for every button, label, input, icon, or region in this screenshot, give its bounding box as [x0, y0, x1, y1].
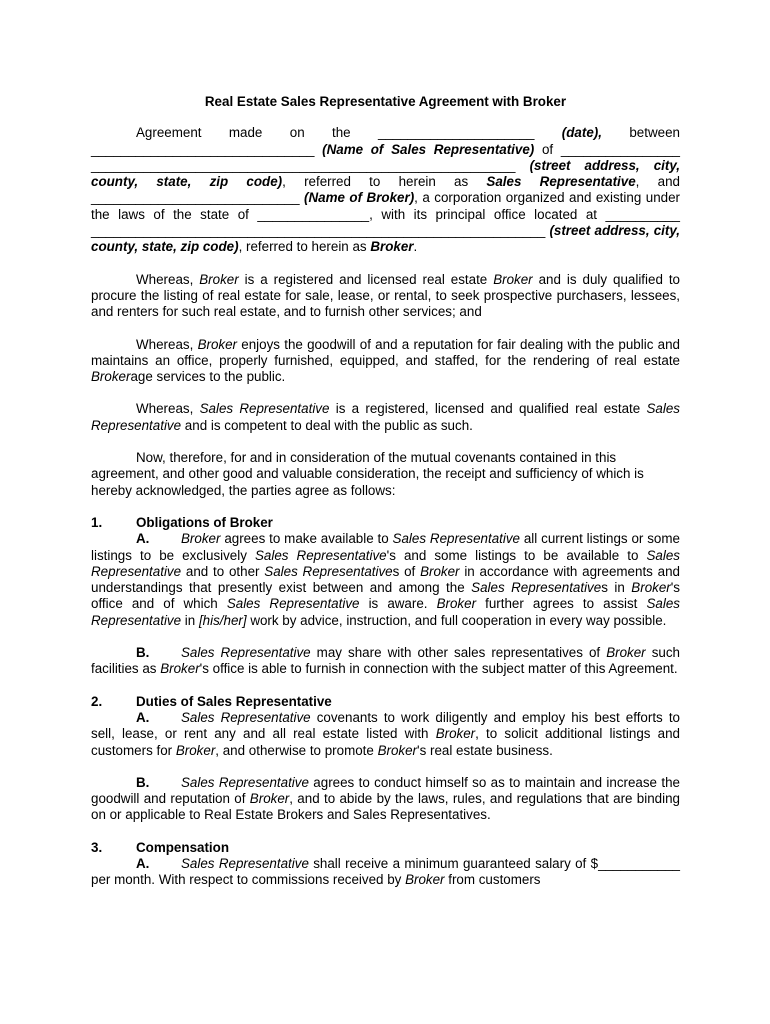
- preamble-text: , and: [635, 174, 680, 190]
- whereas-paragraph-3: Whereas, Sales Representative is a registered, licensed and qualified real estate Sales Representative and is competent to deal with the public as such.: [91, 401, 680, 433]
- section-2b-paragraph: B. Sales Representative agrees to conduct himself so as to maintain and increase the goodwill and reputation of Broker, and to abide by the laws, rules, and regulations that are binding on or applicable to Real Estate Brokers and Sales Representatives.: [91, 774, 680, 823]
- preamble-text: between: [601, 125, 680, 141]
- office-address-hint: (street address, city, county, state, zip code): [91, 223, 680, 255]
- preamble-text: , with its principal office located at: [369, 206, 606, 222]
- rep-address-blank: ________________: [560, 141, 680, 157]
- whereas-paragraph-1: Whereas, Broker is a registered and licensed real estate Broker and is duly qualified to procure the listing of real estate for sale, lease, or rental, to seek prospective purchasers, lessees, and renters for such real estate, and to furnish other services; and: [91, 271, 680, 320]
- broker-name-hint: (Name of Broker): [304, 190, 415, 206]
- preamble-text: , a corporation organized and existing under the laws of the state of: [91, 190, 680, 222]
- section-1a-paragraph: A. Broker agrees to make available to Sales Representative all current listings or some listings to be exclusively Sales Representative's and some listings to be available to Sales Representative and to other Sales Representatives of Broker in accordance with agreements and understandings that presently exist between and among the Sales Representatives in Broker's office and of which Sales Representative is aware. Broker further agrees to assist Sales Representative in [his/her] work by advice, instruction, and full cooperation in every way possible.: [91, 531, 681, 628]
- section-1b-paragraph: B. Sales Representative may share with other sales representatives of Broker such facilities as Broker's office is able to furnish in connection with the subject matter of this Agreement.: [91, 645, 680, 677]
- rep-name-blank: ______________________________: [91, 141, 315, 157]
- rep-name-hint: (Name of Sales Representative): [322, 141, 535, 157]
- section-2a-paragraph: A. Sales Representative covenants to work diligently and employ his best efforts to sell, lease, or rent any and all real estate listed with Broker, to solicit additional listings and customers for Broker, and otherwise to promote Broker's real estate business.: [91, 709, 680, 758]
- preamble-text: , referred to herein as: [282, 174, 487, 190]
- therefore-paragraph: Now, therefore, for and in consideration of the mutual covenants contained in this agreement, and other good and valuable consideration, the receipt and sufficiency of which is hereby acknowledged, the parties agree as follows:: [91, 450, 644, 498]
- date-hint: (date),: [561, 125, 602, 141]
- document-page: [91, 94, 680, 889]
- section-3-heading: 3. Compensation: [91, 839, 229, 855]
- salary-blank: ___________: [598, 855, 680, 871]
- whereas-paragraph-2: Whereas, Broker enjoys the goodwill of and a reputation for fair dealing with the public and maintains an office, properly furnished, equipped, and staffed, for the rendering of real estate Brokerage services to the public.: [91, 336, 680, 385]
- section-3a-paragraph: A. Sales Representative shall receive a minimum guaranteed salary of $___________ per month. With respect to commissions received by Broker from customers: [91, 855, 680, 888]
- rep-address-hint: (street address, city, county, state, zip code): [91, 157, 680, 190]
- office-address-blank: _____________________________________________________________: [91, 223, 546, 239]
- document-title: Real Estate Sales Representative Agreement with Broker: [204, 94, 567, 109]
- broker-term: Broker: [370, 239, 414, 255]
- preamble-text: of: [534, 141, 561, 157]
- preamble-text: .: [413, 239, 418, 255]
- state-blank: _______________: [257, 206, 370, 222]
- rep-address-blank: _________________________________________________________: [91, 157, 516, 173]
- section-2-heading: 2. Duties of Sales Representative: [91, 693, 332, 709]
- section-1-heading: 1. Obligations of Broker: [91, 514, 273, 530]
- office-address-blank: __________: [605, 206, 680, 222]
- preamble-paragraph: [91, 125, 680, 255]
- date-blank: _____________________: [378, 125, 535, 141]
- preamble-text: Agreement made on the: [136, 125, 379, 141]
- preamble-text: , referred to herein as: [238, 239, 371, 255]
- broker-name-blank: ____________________________: [91, 190, 300, 206]
- rep-term: Sales Representative: [486, 174, 636, 190]
